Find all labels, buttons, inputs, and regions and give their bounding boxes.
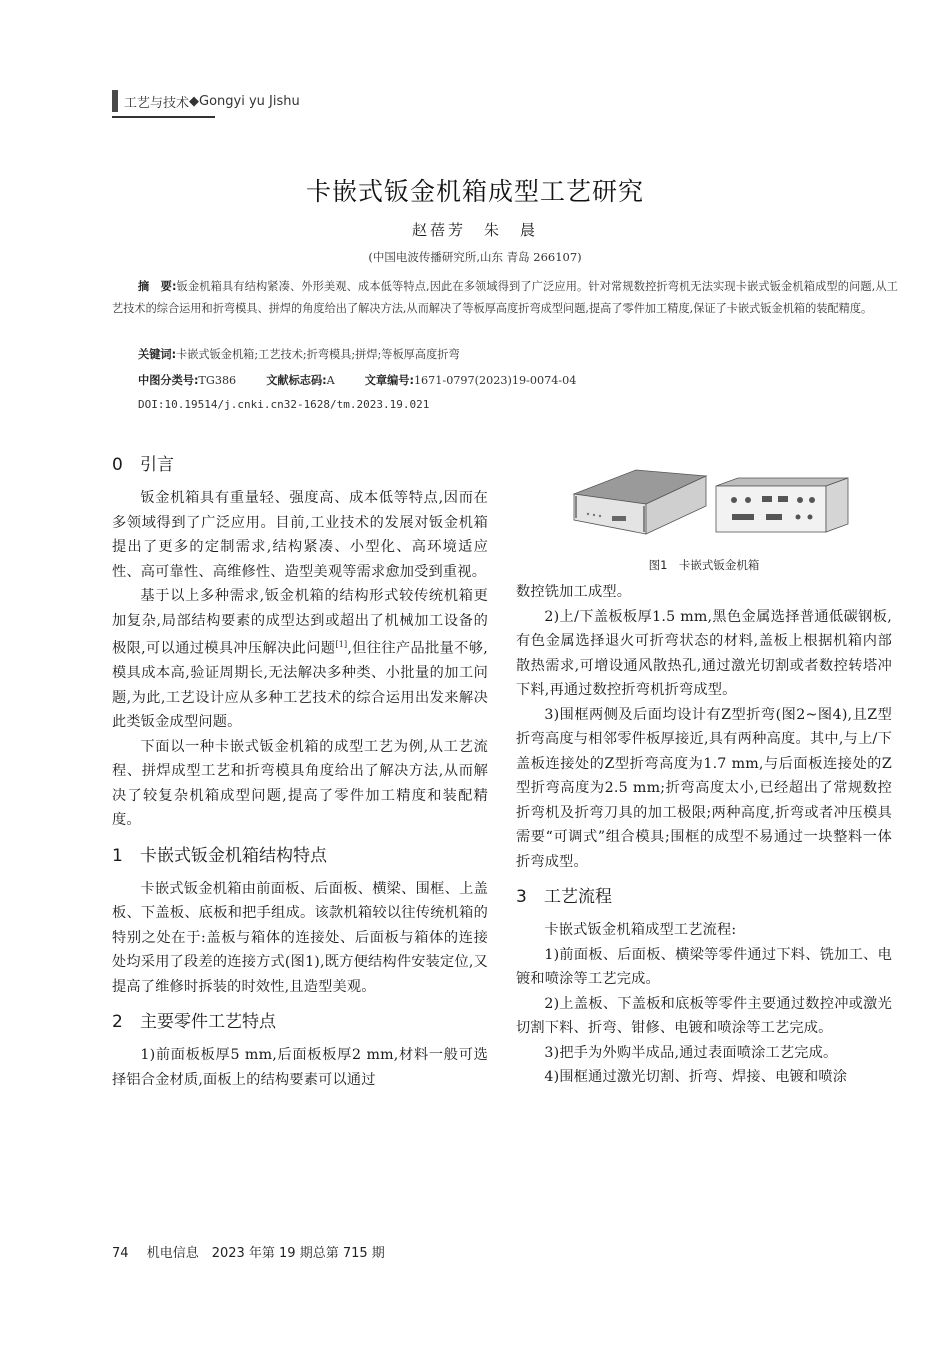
paragraph: 卡嵌式钣金机箱成型工艺流程: [544, 922, 737, 938]
section-number: 3 [516, 887, 527, 907]
affiliation: (中国电波传播研究所,山东 青岛 266107) [368, 250, 582, 264]
paragraph: 数控铣加工成型。 [516, 584, 632, 600]
header-separator: ◆ [189, 93, 200, 109]
running-header [112, 88, 300, 114]
figure-1-caption: 图1 卡嵌式钣金机箱 [648, 558, 760, 572]
section-number: 0 [112, 455, 123, 475]
abstract-text: 钣金机箱具有结构紧凑、外形美观、成本低等特点,因此在多领域得到了广泛应用。针对常规数控折弯机无法实现卡嵌式钣金机箱成型的问题,从工艺技术的综合运用和折弯模具、拼焊的角度给出了解决方法,从而解决了等板厚高度折弯成型问题,提高了零件加工精度,保证了卡嵌式钣金机箱的装配精度。 [112, 280, 898, 315]
paragraph [112, 584, 488, 735]
section-title: 引言 [140, 455, 174, 475]
paragraph: 1)前面板、后面板、横梁等零件通过下料、铣加工、电镀和喷涂等工艺完成。 [516, 946, 892, 987]
paragraph-text: ,但往往产品批量不够,模具成本高,验证周期长,无法解决多种类、小批量的加工问题,为此,工艺设计应从多种工艺技术的综合运用出发来解决此类钣金成型问题。 [112, 640, 488, 731]
doi: DOI:10.19514/j.cnki.cn32-1628/tm.2023.19.021 [138, 398, 430, 411]
header-pinyin: Gongyi yu Jishu [199, 93, 300, 109]
paragraph: 4)围框通过激光切割、折弯、焊接、电镀和喷涂 [544, 1069, 848, 1085]
section-title: 主要零件工艺特点 [140, 1012, 276, 1033]
abstract [112, 276, 898, 319]
paragraph: 3)把手为外购半成品,通过表面喷涂工艺完成。 [544, 1044, 838, 1061]
paragraph: 2)上盖板、下盖板和底板等零件主要通过数控冲或激光切割下料、折弯、钳修、电镀和喷涂等工艺完成。 [516, 995, 892, 1036]
page-number: 74 [112, 1246, 129, 1261]
section-number: 2 [112, 1012, 123, 1033]
abstract-label: 摘 要: [138, 280, 177, 293]
classification-meta [138, 372, 606, 388]
article-value: 1671-0797(2023)19-0074-04 [413, 374, 577, 387]
header-section: 工艺与技术 [124, 95, 190, 111]
journal-info: 机电信息 2023 年第 19 期总第 715 期 [146, 1246, 385, 1261]
figure-1 [566, 462, 856, 542]
clc-label: 中图分类号: [138, 374, 199, 387]
clc-number [138, 372, 236, 388]
header-underline [112, 116, 215, 118]
citation-ref: [1] [335, 640, 348, 649]
paragraph: 3)围框两侧及后面均设计有Z型折弯(图2~图4),且Z型折弯高度与相邻零件板厚接近,具有两种高度。其中,与上/下盖板连接处的Z型折弯高度为1.7 mm,与后面板连接处的Z型折弯高度为2.5 mm;折弯高度太小,已经超出了常规数控折弯机及折弯刀具的加工极限;两种高度,折弯或者冲压模具需要“可调式”组合模具;围框的成型不易通过一块整料一体折弯成型。 [516, 706, 892, 870]
chassis-illustration [566, 462, 856, 542]
doc-label: 文献标志码: [266, 374, 327, 387]
section-0-heading [112, 450, 488, 480]
section-title: 工艺流程 [544, 887, 612, 907]
keywords-label: 关键词: [138, 348, 177, 361]
keywords-text: 卡嵌式钣金机箱;工艺技术;折弯模具;拼焊;等板厚高度折弯 [176, 348, 460, 361]
paper-title: 卡嵌式钣金机箱成型工艺研究 [305, 177, 644, 206]
section-number: 1 [112, 845, 123, 866]
section-3-heading [516, 882, 892, 912]
chassis-right-side [826, 478, 848, 532]
paragraph-text: 基于以上多种需求,钣金机箱的结构形式较传统机箱更加复杂,局部结构要素的成型达到或超出了机械加工设备的极限,可以通过模具冲压解决此问题 [112, 588, 488, 657]
authors: 赵蓓芳 朱 晨 [411, 221, 538, 239]
section-title: 卡嵌式钣金机箱结构特点 [140, 845, 327, 866]
right-column [516, 580, 892, 1090]
section-2-heading [112, 1007, 488, 1037]
section-1-heading [112, 841, 488, 871]
keywords [138, 346, 460, 362]
page-footer [112, 1242, 385, 1261]
article-number [365, 372, 577, 388]
paragraph: 钣金机箱具有重量轻、强度高、成本低等特点,因而在多领域得到了广泛应用。目前,工业技术的发展对钣金机箱提出了更多的定制需求,结构紧凑、小型化、高环境适应性、高可靠性、高维修性、造型美观等需求愈加受到重视。 [112, 490, 488, 580]
document-code [266, 372, 335, 388]
clc-value: TG386 [198, 374, 237, 387]
article-label: 文章编号: [364, 374, 414, 387]
left-column [112, 450, 488, 1092]
chassis-right-back [716, 486, 826, 532]
doc-value: A [326, 374, 335, 387]
paragraph: 下面以一种卡嵌式钣金机箱的成型工艺为例,从工艺流程、拼焊成型工艺和折弯模具角度给出了解决方法,从而解决了较复杂机箱成型问题,提高了零件加工精度和装配精度。 [112, 738, 488, 829]
paragraph: 卡嵌式钣金机箱由前面板、后面板、横梁、围框、上盖板、下盖板、底板和把手组成。该款机箱较以往传统机箱的特别之处在于:盖板与箱体的连接处、后面板与箱体的连接处均采用了段差的连接方式(图1),既方便结构件安装定位,又提高了维修时拆装的时效性,且造型美观。 [112, 880, 488, 995]
header-bar [112, 90, 118, 112]
paragraph: 2)上/下盖板板厚1.5 mm,黑色金属选择普通低碳钢板,有色金属选择退火可折弯状态的材料,盖板上根据机箱内部散热需求,可增设通风散热孔,通过激光切割或者数控转塔冲下料,再通过数控折弯机折弯成型。 [516, 608, 892, 698]
paragraph: 1)前面板板厚5 mm,后面板板厚2 mm,材料一般可选择铝合金材质,面板上的结构要素可以通过 [112, 1047, 488, 1088]
